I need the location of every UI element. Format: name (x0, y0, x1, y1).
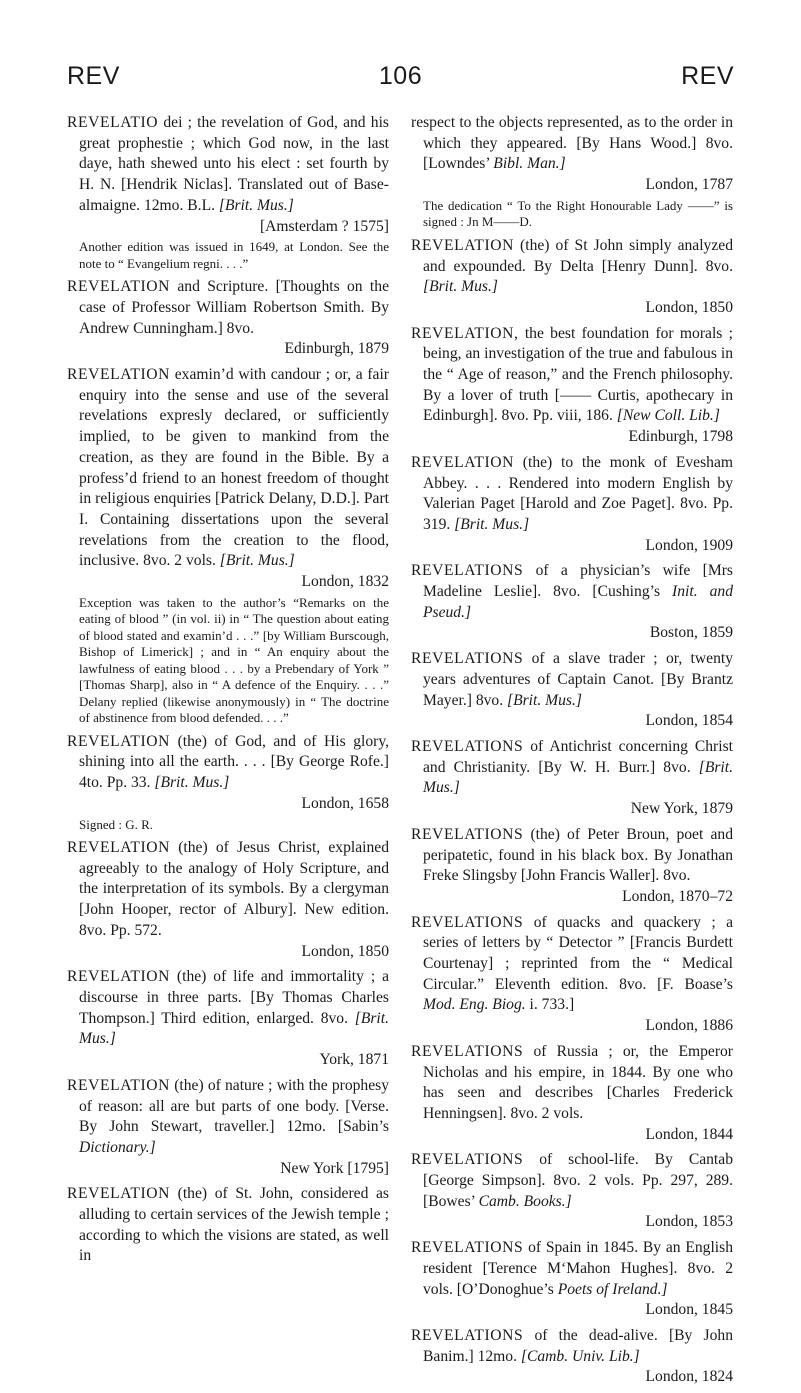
bibliography-entry (411, 649, 733, 732)
entry-source: [Brit. Mus.] (219, 552, 295, 570)
entry-headword: REVELATIONS (411, 650, 524, 668)
entry-headword: REVELATIONS (411, 1042, 524, 1060)
entry-source: [Brit. Mus.] (423, 758, 733, 797)
entry-source: Camb. Books.] (478, 1192, 572, 1210)
entry-imprint: London, 1853 (645, 1213, 733, 1231)
entry-source: Poets of Ireland.] (557, 1280, 668, 1298)
entry-text: the best foundation for morals ; being, an investigation of the true and fabulous in the “ Age of reason,” and the French philosophy. By a lover of truth [—— Curtis, apothecary in Edinburgh]. 8vo. Pp. viii, 186. (423, 324, 733, 425)
entry-source: [Brit. Mus.] (507, 691, 582, 709)
entry-headword: REVELATION (67, 839, 171, 857)
entry-note: Exception was taken to the author’s “Remarks on the eating of blood ” (in vol. ii) in “ The question about eating of blood stated and examin’d . . .” [by William Burscough, Bishop of Limerick] ; and in “ An enquiry about the lawfulness of eating blood . . . by a Prebendary of York ” [Thomas Sharp], also in “ A defence of the Enquiry. . . .” Delany replied (likewise anonymously) in “ The doctrine of abstinence from blood defended. . . .” (79, 594, 389, 726)
entry-note: Signed : G. R. (79, 816, 154, 832)
entry-text: of the dead-alive. [By John Banim.] 12mo. (423, 1326, 733, 1365)
entry-imprint: London, 1850 (301, 942, 389, 960)
entry-imprint: New York, 1879 (630, 800, 733, 818)
entry-headword: REVELATION (67, 968, 171, 986)
entry-text: of a slave trader ; or, twenty years adventures of Captain Canot. [By Brantz Mayer.] 8vo. (423, 650, 733, 709)
entry-note: The dedication “ To the Right Honourable Lady ——” is signed : Jn M——D. (423, 197, 733, 230)
bibliography-entry (67, 732, 389, 815)
header-left-keyword: REV (67, 62, 120, 90)
entry-text: (the) of nature ; with the prophesy of reason: all are but parts of one body. [Verse. By John Stewart, traveller.] 12mo. [Sabin’s (79, 1076, 389, 1136)
bibliography-entry (411, 236, 733, 319)
entry-headword: REVELATION (67, 366, 171, 384)
entry-headword: REVELATIONS (411, 913, 524, 931)
entry-imprint: London, 1844 (645, 1125, 733, 1143)
entry-text: of quacks and quackery ; a series of letters by “ Detector ” [Francis Burdett Courtenay] ; reprinted from the “ Medical Circular.” Eleventh edition. 8vo. [F. Boase’s (423, 913, 733, 993)
entry-text: (the) of God, and of His glory, shining into all the earth. . . . [By George Rofe.] 4to. Pp. 33. (79, 732, 389, 792)
entry-imprint: London, 1845 (645, 1301, 733, 1319)
entry-text: of a physician’s wife [Mrs Madeline Leslie]. 8vo. [Cushing’s (423, 562, 733, 601)
bibliography-entry (411, 1238, 733, 1321)
entry-source: Dictionary.] (79, 1138, 156, 1156)
entry-imprint: London, 1886 (645, 1017, 733, 1035)
bibliography-entry (411, 561, 733, 644)
entry-source: Mod. Eng. Biog. (423, 996, 526, 1014)
bibliography-entry (67, 1076, 389, 1180)
entry-text: of school-life. By Cantab [George Simpson]. 8vo. 2 vols. Pp. 297, 289. [Bowes’ (423, 1151, 733, 1210)
entry-text: and Scripture. [Thoughts on the case of Professor William Robertson Smith. By Andrew Cunningham.] 8vo. (79, 278, 389, 337)
header-right-keyword: REV (681, 62, 734, 90)
entry-headword: REVELATION (67, 1076, 171, 1094)
entry-text-after: i. 733.] (525, 996, 575, 1014)
entry-text: (the) of Peter Broun, poet and peripatetic, found in his black box. By Jonathan Freke Slingsby [John Francis Waller]. 8vo. (423, 825, 733, 885)
entry-source: Init. and Pseud.] (423, 583, 734, 621)
bibliography-entry (411, 453, 733, 557)
entry-imprint: London, 1824 (645, 1368, 733, 1386)
entry-imprint: London, 1787 (645, 176, 733, 194)
bibliography-entry (67, 277, 389, 360)
entry-source: [Brit. Mus.] (454, 515, 530, 533)
bibliography-entry (67, 967, 389, 1071)
entry-imprint: York, 1871 (319, 1051, 389, 1069)
entry-text: (the) of St John simply analyzed and expounded. By Delta [Henry Dunn]. 8vo. (423, 236, 733, 275)
entry-text: (the) of St. John, considered as alluding to certain services of the Jewish temple ; according to which the visions are stated, as well in (79, 1185, 389, 1265)
entry-imprint: London, 1854 (645, 712, 733, 730)
bibliography-entry (67, 113, 389, 237)
entry-source: [New Coll. Lib.] (616, 407, 720, 425)
entry-text: dei ; the revelation of God, and his great prophestie ; which God now, in the last daye, hath shewed unto his elect : set fourth by H. N. [Hendrik Niclas]. Translated out of Base-almaigne. 12mo. B.L. (79, 114, 389, 214)
bibliography-entry (411, 913, 733, 1037)
entry-imprint: London, 1909 (645, 536, 733, 554)
entry-text: (the) to the monk of Evesham Abbey. . . . Rendered into modern English by Valerian Paget [Harold and Zoe Paget]. 8vo. Pp. 319. (423, 453, 733, 533)
entry-text: (the) of Jesus Christ, explained agreeably to the analogy of Holy Scripture, and the interpretation of its symbols. By a clergyman [John Hooper, rector of Albury]. New edition. 8vo. Pp. 572. (79, 839, 389, 939)
entry-text: (the) of life and immortality ; a discourse in three parts. [By Thomas Charles Thompson.] Third edition, enlarged. 8vo. (79, 968, 389, 1027)
entry-imprint: London, 1832 (301, 573, 389, 591)
entry-headword: REVELATIONS (411, 562, 524, 580)
entry-headword: REVELATIO (67, 114, 159, 131)
bibliography-entry (411, 825, 733, 908)
entry-imprint: London, 1658 (301, 794, 389, 812)
page-number: 106 (378, 62, 423, 90)
entry-text: of Russia ; or, the Emperor Nicholas and his empire, in 1844. By one who has seen and describes [Charles Frederick Henningsen]. 8vo. 2 vols. (423, 1042, 733, 1122)
entry-headword: REVELATION (411, 236, 515, 254)
entry-imprint: [Amsterdam ? 1575] (259, 217, 389, 235)
bibliography-entry (67, 838, 389, 962)
bibliography-entry (67, 1184, 389, 1267)
entry-imprint: New York [1795] (280, 1159, 389, 1177)
entry-headword: REVELATION (67, 1185, 171, 1203)
entry-headword: REVELATION, (411, 324, 519, 342)
entry-source: [Brit. Mus.] (423, 278, 498, 296)
right-column (411, 113, 733, 1393)
entry-imprint: Edinburgh, 1879 (284, 340, 389, 358)
entry-source: Bibl. Man.] (493, 155, 566, 173)
bibliography-entry (411, 1326, 733, 1388)
bibliography-entry (411, 737, 733, 820)
entry-text: of Spain in 1845. By an English resident [Terence M‘Mahon Hughes]. 8vo. 2 vols. [O’Donoghue’s (423, 1239, 733, 1298)
entry-headword: REVELATIONS (411, 1239, 524, 1257)
entry-imprint: Edinburgh, 1798 (628, 428, 733, 446)
entry-source: [Brit. Mus.] (154, 774, 230, 792)
entry-headword: REVELATIONS (411, 825, 524, 843)
left-column (67, 113, 389, 1272)
entry-source: [Brit. Mus.] (218, 196, 294, 214)
entry-text: of Antichrist concerning Christ and Christianity. [By W. H. Burr.] 8vo. (423, 737, 733, 776)
entry-imprint: Boston, 1859 (649, 624, 733, 642)
bibliography-entry (411, 113, 733, 196)
entry-note: Another edition was issued in 1649, at London. See the note to “ Evangelium regni. . . .” (79, 239, 389, 271)
entry-source: [Brit. Mus.] (79, 1009, 389, 1048)
bibliography-entry (411, 1150, 733, 1233)
entry-headword: REVELATION (67, 732, 171, 750)
entry-imprint: London, 1870–72 (622, 887, 733, 905)
entry-headword: REVELATION (67, 278, 171, 296)
entry-text: respect to the objects represented, as to the order in which they appeared. [By Hans Wood.] 8vo. [Lowndes’ (411, 114, 733, 173)
entry-imprint: London, 1850 (645, 298, 733, 316)
running-header (0, 62, 801, 96)
entry-headword: REVELATIONS (411, 1151, 524, 1169)
entry-headword: REVELATION (411, 453, 515, 471)
bibliography-entry (411, 324, 733, 448)
entry-headword: REVELATIONS (411, 737, 524, 755)
bibliography-entry (411, 1042, 733, 1146)
entry-source: [Camb. Univ. Lib.] (520, 1347, 640, 1365)
entry-text: examin’d with candour ; or, a fair enquiry into the sense and use of the several revelations expresly declared, or sufficiently implied, to be given to mankind from the creation, as they are found in the Bible. By a profess’d friend to an honest freedom of thought in religious enquiries [Patrick Delany, D.D.]. Part I. Containing dissertations upon the several revelations from the creation to the flood, inclusive. 8vo. 2 vols. (79, 366, 389, 570)
bibliography-entry (67, 365, 389, 593)
entry-headword: REVELATIONS (411, 1326, 524, 1344)
